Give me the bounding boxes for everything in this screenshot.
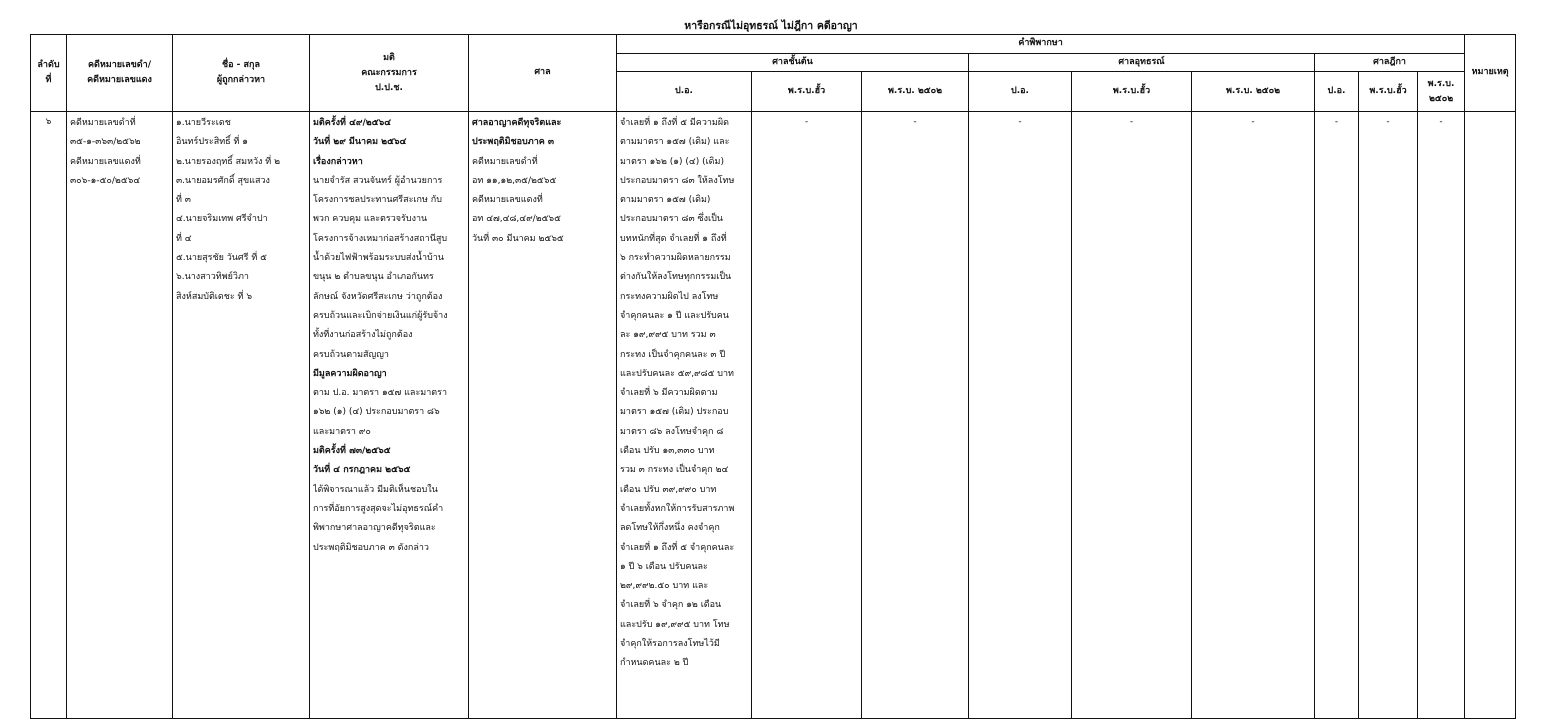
header-supreme-po: ป.อ. <box>1315 72 1359 112</box>
text-line: ๖ กระทำความผิดหลายกรรม <box>620 253 731 264</box>
text-line: ๓๐๖-๑-๕๐/๒๕๖๔ <box>70 175 141 186</box>
text-line: โครงการจ้างเหมาก่อสร้างสถานีสูบ <box>313 233 448 244</box>
text-line: มาตรา ๘๖ ลงโทษจำคุก ๘ <box>620 426 724 437</box>
text-line: กำหนดคนละ ๒ ปี <box>620 658 689 669</box>
text-line: วันที่ ๓๐ มีนาคม ๒๕๖๕ <box>472 233 564 244</box>
text-line: อินทร์ประสิทธิ์ ที่ ๑ <box>176 137 248 148</box>
header-verdict: คำพิพากษา <box>617 35 1465 54</box>
text-line: ประพฤติมิชอบภาค ๓ ดังกล่าว <box>313 542 429 553</box>
header-court: ศาล <box>469 35 617 112</box>
header-first-court: ศาลชั้นต้น <box>617 53 969 72</box>
header-first-2502: พ.ร.บ. ๒๕๐๒ <box>862 72 969 112</box>
row-appeal-po: - <box>969 112 1072 719</box>
header-first-po: ป.อ. <box>617 72 752 112</box>
text-line: ที่ ๓ <box>176 195 191 206</box>
row-supreme-po: - <box>1315 112 1359 719</box>
text-line: ตามมาตรา ๑๕๗ (เดิม) และ <box>620 137 730 148</box>
header-appeal-2502: พ.ร.บ. ๒๕๐๒ <box>1192 72 1315 112</box>
text-line: มติครั้งที่ ๔๙/๒๕๖๔ <box>313 118 392 128</box>
text-line: มาตรา ๑๖๒ (๑) (๔) (เดิม) <box>620 156 724 167</box>
text-line: คดีหมายเลขดำที่ <box>472 156 538 167</box>
header-appeal-court: ศาลอุทธรณ์ <box>969 53 1315 72</box>
text-line: ตามมาตรา ๑๕๗ (เดิม) <box>620 195 711 206</box>
text-line: มีมูลความผิดอาญา <box>313 368 387 379</box>
row-supreme-old: - <box>1359 112 1418 719</box>
text-line: ลดโทษให้กึ่งหนึ่ง คงจำคุก <box>620 523 720 534</box>
text-line: การที่อัยการสูงสุดจะไม่อุทธรณ์คำ <box>313 503 444 514</box>
row-verdict-first-po <box>617 112 752 719</box>
row-accused-names <box>173 112 310 719</box>
text-line: นายจำรัส สวนจันทร์ ผู้อำนวยการ <box>313 175 443 186</box>
text-line: วันที่ ๒๙ มีนาคม ๒๕๖๔ <box>313 137 407 148</box>
header-supreme-court: ศาลฎีกา <box>1315 53 1465 72</box>
text-line: จำเลยทั้งหกให้การรับสารภาพ <box>620 503 735 514</box>
text-line: ทั้งที่งานก่อสร้างไม่ถูกต้อง <box>313 330 413 341</box>
header-no: ลำดับ ที่ <box>31 35 67 112</box>
text-line: ประกอบมาตรา ๘๓ ซึ่งเป็น <box>620 214 723 225</box>
text-line: ๓.นายอมรศักดิ์ สุขแสวง <box>176 175 270 186</box>
text-line: อท ๑๑,๑๒,๓๕/๒๕๖๕ <box>472 175 557 186</box>
text-line: คดีหมายเลขดำที่ <box>70 118 136 128</box>
table-row <box>31 112 1516 719</box>
row-appeal-old: - <box>1072 112 1192 719</box>
text-line: ศาลอาญาคดีทุจริตและ <box>472 118 562 128</box>
text-line: และปรับคนละ ๕๙,๙๘๕ บาท <box>620 368 734 379</box>
text-line: มาตรา ๑๕๗ (เดิม) ประกอบ <box>620 407 729 418</box>
row-case-number <box>67 112 173 719</box>
text-line: ตาม ป.อ. มาตรา ๑๕๗ และมาตรา <box>313 388 447 399</box>
row-first-old: - <box>752 112 862 719</box>
text-line: และปรับ ๑๙,๙๙๕ บาท โทษ <box>620 619 730 630</box>
text-line: วันที่ ๔ กรกฎาคม ๒๕๖๕ <box>313 465 411 476</box>
text-line: เดือน ปรับ ๓๙,๙๙๐ บาท <box>620 484 717 495</box>
text-line: จำเลยที่ ๑ ถึงที่ ๕ มีความผิด <box>620 118 729 128</box>
text-line: คดีหมายเลขแดงที่ <box>70 156 141 167</box>
text-line: อท ๔๗,๔๘,๔๙/๒๕๖๕ <box>472 214 561 225</box>
text-line: จำเลยที่ ๖ มีความผิดตาม <box>620 388 718 399</box>
header-supreme-old: พ.ร.บ.ฮั้ว <box>1359 72 1418 112</box>
text-line: ละ ๑๙,๙๙๕ บาท รวม ๓ <box>620 330 716 341</box>
text-line: กระทง เป็นจำคุกคนละ ๓ ปี <box>620 349 726 360</box>
header-remark: หมายเหตุ <box>1465 35 1516 112</box>
text-line: เดือน ปรับ ๑๓,๓๓๐ บาท <box>620 446 715 457</box>
text-line: โครงการชลประทานศรีสะเกษ กับ <box>313 195 442 206</box>
text-line: ๖.นางสาวทิพย์วิภา <box>176 272 249 283</box>
row-resolution <box>310 112 469 719</box>
text-line: ๓๕-๑-๓๖๓/๒๕๖๒ <box>70 137 141 148</box>
text-line: ๕.นายสุรชัย วันศรี ที่ ๕ <box>176 253 267 264</box>
text-line: จำเลยที่ ๖ จำคุก ๑๒ เดือน <box>620 600 722 611</box>
text-line: ๑๖๒ (๑) (๔) ประกอบมาตรา ๘๖ <box>313 407 440 418</box>
text-line: ๑.นายวีระเดช <box>176 118 231 128</box>
header-accused-name: ชื่อ - สกุล ผู้ถูกกล่าวหา <box>173 35 310 112</box>
text-line: น้ำด้วยไฟฟ้าพร้อมระบบส่งน้ำบ้าน <box>313 253 444 264</box>
text-line: รวม ๓ กระทง เป็นจำคุก ๒๔ <box>620 465 729 476</box>
header-resolution: มติ คณะกรรมการ ป.ป.ช. <box>310 35 469 112</box>
text-line: คดีหมายเลขแดงที่ <box>472 195 543 206</box>
text-line: ๔.นายจริมเทพ ศรีจำปา <box>176 214 268 225</box>
text-line: ลักษณ์ จังหวัดศรีสะเกษ ว่าถูกต้อง <box>313 291 443 302</box>
row-court <box>469 112 617 719</box>
text-line: ครบถ้วนและเบิกจ่ายเงินแก่ผู้รับจ้าง <box>313 310 448 321</box>
text-line: กระทงความผิดไป ลงโทษ <box>620 291 719 302</box>
row-appeal-2502: - <box>1192 112 1315 719</box>
text-line: และมาตรา ๙๐ <box>313 426 371 437</box>
header-supreme-2502: พ.ร.บ. ๒๕๐๒ <box>1418 72 1465 112</box>
text-line: สิงห์สมบัติเดชะ ที่ ๖ <box>176 291 253 302</box>
document-title: หารือกรณีไม่อุทธรณ์ ไม่ฎีกา คดีอาญา <box>684 20 858 32</box>
header-case-number: คดีหมายเลขดำ/ คดีหมายเลขแดง <box>67 35 173 112</box>
text-line: พวก ควบคุม และตรวจรับงาน <box>313 214 428 225</box>
text-line: ที่ ๔ <box>176 233 192 244</box>
case-table <box>30 34 1516 719</box>
header-first-old: พ.ร.บ.ฮั้ว <box>752 72 862 112</box>
text-line: ครบถ้วนตามสัญญา <box>313 349 389 360</box>
row-supreme-2502: - <box>1418 112 1465 719</box>
row-first-2502: - <box>862 112 969 719</box>
text-line: จำเลยที่ ๑ ถึงที่ ๕ จำคุกคนละ <box>620 542 735 553</box>
text-line: พิพากษาศาลอาญาคดีทุจริตและ <box>313 523 436 534</box>
text-line: มติครั้งที่ ๗๓/๒๕๖๕ <box>313 446 391 457</box>
text-line: เรื่องกล่าวหา <box>313 156 363 167</box>
row-no: ๖ <box>31 112 67 719</box>
header-appeal-po: ป.อ. <box>969 72 1072 112</box>
text-line: ได้พิจารณาแล้ว มีมติเห็นชอบใน <box>313 484 438 495</box>
text-line: ประพฤติมิชอบภาค ๓ <box>472 137 555 148</box>
text-line: ขนุน ๒ ตำบลขนุน อำเภอกันทร <box>313 272 434 283</box>
text-line: ประกอบมาตรา ๘๓ ให้ลงโทษ <box>620 175 735 186</box>
row-remark <box>1465 112 1516 719</box>
text-line: บทหนักที่สุด จำเลยที่ ๑ ถึงที่ <box>620 233 727 244</box>
text-line: ต่างกันให้ลงโทษทุกกรรมเป็น <box>620 272 732 283</box>
text-line: จำคุกคนละ ๑ ปี และปรับคน <box>620 310 729 321</box>
text-line: จำคุกให้รอการลงโทษไว้มี <box>620 639 720 650</box>
text-line: ๑ ปี ๖ เดือน ปรับคนละ <box>620 561 708 572</box>
header-appeal-old: พ.ร.บ.ฮั้ว <box>1072 72 1192 112</box>
text-line: ๒๙,๙๙๒.๕๐ บาท และ <box>620 581 709 592</box>
text-line: ๒.นายรองฤทธิ์ สมหวัง ที่ ๒ <box>176 156 281 167</box>
